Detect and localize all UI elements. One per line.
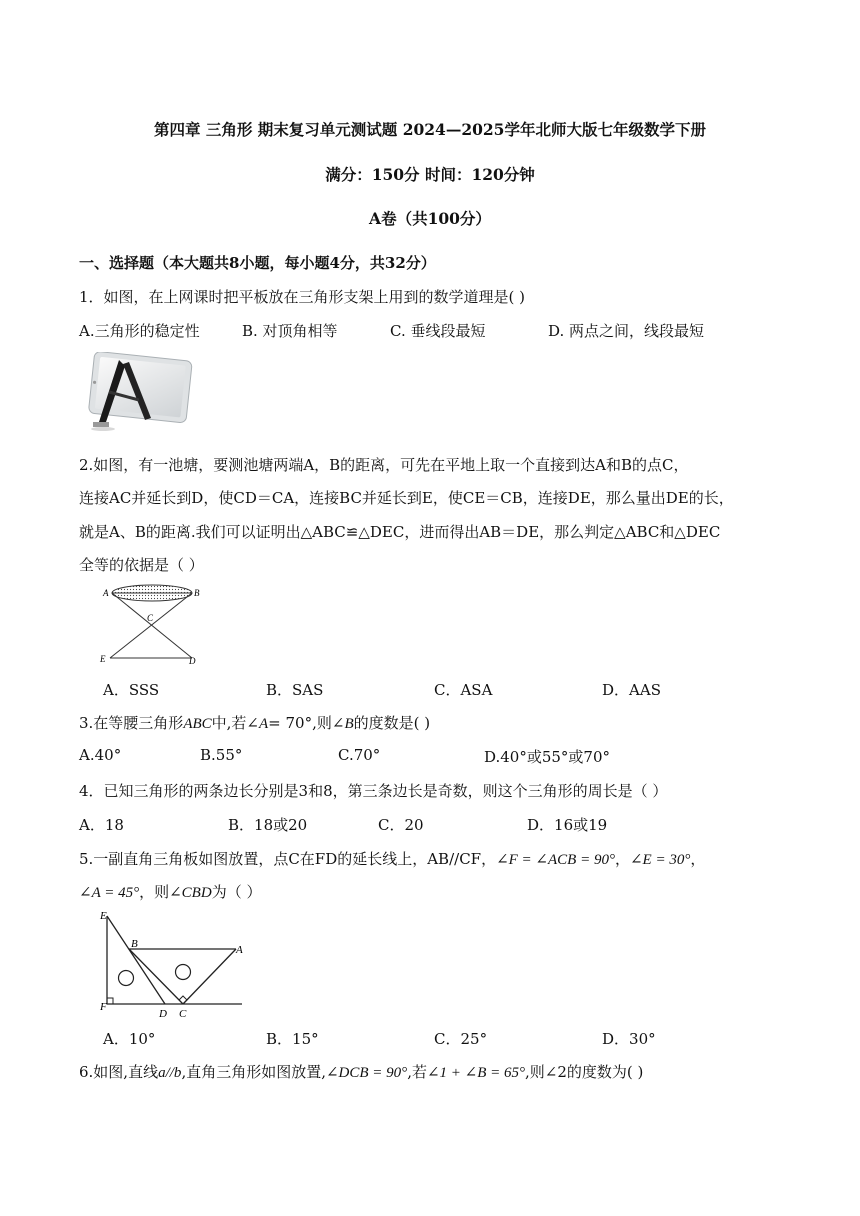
q5-sep: ，: [614, 850, 630, 868]
sq-label-c: C: [179, 1008, 187, 1020]
q3-option-a: A.40°: [79, 746, 122, 764]
q2-option-d: D．AAS: [602, 681, 661, 699]
pond-label-c: C: [147, 613, 154, 623]
sq-label-a: A: [236, 944, 243, 956]
q3-angle-a: A: [259, 716, 269, 732]
q5-comma: ，: [690, 850, 706, 868]
q6-stem: [79, 1061, 643, 1082]
q3-stem-eq: = 70°,则∠: [268, 714, 345, 732]
sq-label-e: E: [100, 910, 107, 922]
q5-angle-cbd: ∠CBD: [169, 885, 212, 901]
q4-option-a: A．18: [79, 816, 124, 834]
volume-label: A卷（共100分）: [369, 209, 491, 228]
q3-option-d: D.40°或55°或70°: [484, 748, 611, 766]
q4-option-c: C．20: [378, 816, 424, 834]
q1-option-a: A.三角形的稳定性: [79, 322, 200, 340]
set-squares-figure: [96, 908, 246, 1020]
q6-stem-end: ,则∠2的度数为( ): [525, 1063, 644, 1081]
q5-angle-f: ∠F = ∠ACB = 90°: [496, 852, 615, 868]
q5-option-a: A．10°: [103, 1030, 156, 1048]
q1-stem: 1．如图，在上网课时把平板放在三角形支架上用到的数学道理是( ): [79, 288, 526, 306]
q1-option-c: C. 垂线段最短: [390, 322, 486, 340]
q6-stem-prefix: 6.如图,直线: [79, 1063, 159, 1081]
q3-stem-mid: 中,若∠: [211, 714, 259, 732]
q2-option-a: A．SSS: [103, 681, 160, 699]
q5-angle-e: ∠E = 30°: [629, 852, 691, 868]
q1-option-b: B. 对顶角相等: [242, 322, 338, 340]
q5-angle-a: ∠A = 45°: [79, 885, 140, 901]
q3-option-b: B.55°: [200, 746, 243, 764]
pond-label-a: A: [103, 588, 109, 598]
sq-label-b: B: [131, 938, 138, 950]
q2-option-b: B．SAS: [266, 681, 324, 699]
q4-option-d: D．16或19: [527, 816, 608, 834]
q2-line-3: 就是A、B的距离.我们可以证明出△ABC≌△DEC，进而得出AB＝DE，那么判定△ABC和△DEC: [79, 523, 721, 541]
q5-line-2-mid: ，则: [139, 883, 170, 901]
q1-option-d: D. 两点之间，线段最短: [548, 322, 705, 340]
q4-option-b: B．18或20: [228, 816, 308, 834]
score-time: 满分：150分 时间：120分钟: [325, 165, 535, 184]
sq-label-f: F: [100, 1001, 107, 1013]
pond-label-e: E: [100, 654, 106, 664]
q2-line-2: 连接AC并延长到D，使CD＝CA，连接BC并延长到E，使CE＝CB，连接DE，那么量出DE的长，: [79, 489, 734, 507]
q5-option-c: C．25°: [434, 1030, 488, 1048]
q5-line-1-prefix: 5.一副直角三角板如图放置，点C在FD的延长线上，AB//CF，: [79, 850, 497, 868]
page-title: 第四章 三角形 期末复习单元测试题 2024—2025学年北师大版七年级数学下册: [154, 120, 706, 139]
q6-parallel: a//b: [158, 1065, 182, 1081]
q3-stem-prefix: 3.在等腰三角形: [79, 714, 184, 732]
q4-stem: 4．已知三角形的两条边长分别是3和8，第三条边长是奇数，则这个三角形的周长是（ ）: [79, 782, 668, 800]
q6-stem-mid2: ,若: [407, 1063, 427, 1081]
q2-line-1: 2.如图，有一池塘，要测池塘两端A，B的距离，可先在平地上取一个直接到达A和B的点C，: [79, 456, 689, 474]
q3-stem-end: 的度数是( ): [353, 714, 431, 732]
q5-option-b: B．15°: [266, 1030, 319, 1048]
q2-option-c: C．ASA: [434, 681, 493, 699]
q3-option-c: C.70°: [338, 746, 381, 764]
pond-label-b: B: [194, 588, 200, 598]
q2-line-4: 全等的依据是（ ）: [79, 556, 204, 574]
tablet-stand-image: [79, 352, 194, 434]
pond-figure: [96, 582, 206, 668]
sq-label-d: D: [159, 1008, 167, 1020]
q3-triangle-name: ABC: [183, 716, 212, 732]
pond-label-d: D: [189, 656, 196, 666]
q5-line-1: [79, 848, 705, 869]
q5-line-2-end: 为（ ）: [211, 883, 262, 901]
q3-angle-b: B: [344, 716, 354, 732]
q3-stem: [79, 712, 430, 733]
q6-angle-dcb: ∠DCB = 90°: [325, 1065, 408, 1081]
q6-condition: ∠1 + ∠B = 65°: [426, 1065, 526, 1081]
q5-line-2: [79, 881, 261, 902]
section-heading: 一、选择题（本大题共8小题，每小题4分，共32分）: [79, 254, 436, 272]
q5-option-d: D．30°: [602, 1030, 656, 1048]
q6-stem-mid: ,直角三角形如图放置,: [181, 1063, 326, 1081]
